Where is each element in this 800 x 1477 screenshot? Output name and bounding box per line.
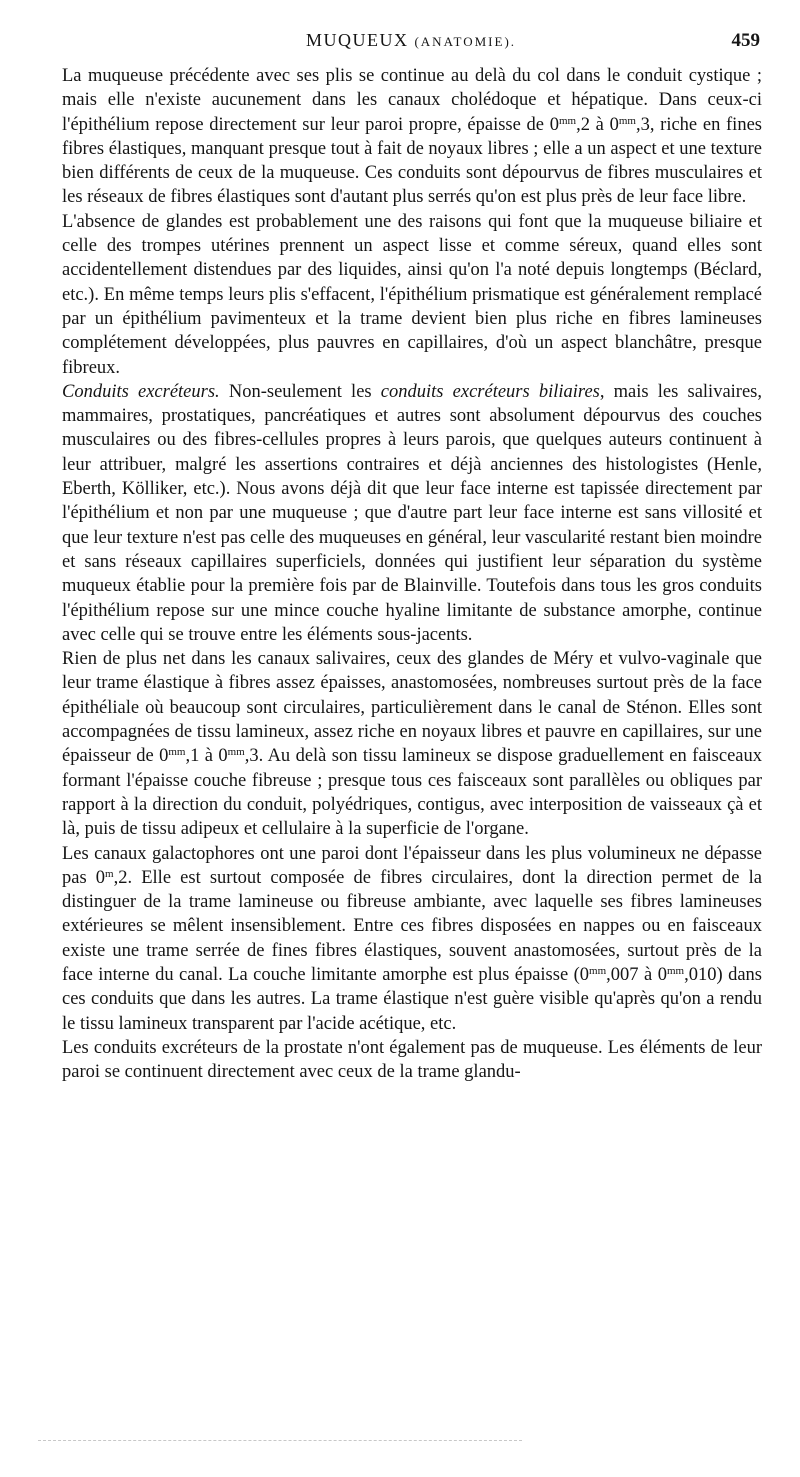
- header-title: MUQUEUX: [305, 30, 409, 50]
- running-header: [62, 30, 760, 56]
- paragraph-2: L'absence de glandes est probablement une des raisons qui font que la muqueuse biliaire et celle des trompes utérines prennent un aspect lisse et comme séreux, quand elles sont accidentellement distendues par des liquides, ainsi qu'on l'a noté depuis longtemps (Béclard, etc.). En même temps leurs plis s'effacent, l'épithélium prismatique est généralement remplacé par un épithélium pavimenteux et la trame devient bien plus riche en fibres lamineuses complétement développées, plus pauvres en capillaires, d'où un aspect blanchâtre, presque fibreux.: [62, 211, 762, 378]
- section-lead: Conduits excréteurs.: [62, 381, 220, 402]
- header-subtitle: (ANATOMIE).: [414, 34, 517, 49]
- paragraph-3-text-b: , mais les salivaires, mammaires, prostatiques, pancréatiques et autres sont absolument dépourvus des couches musculaires ou des fibres-cellules propres à leurs parois, que quelques auteurs continuent à leur attribuer, malgré les assertions contraires et déjà anciennes des histologistes (Henle, Eberth, Kölliker, etc.). Nous avons déjà dit que leur face interne est tapissée directement par l'épithélium et non par une muqueuse ; que d'autre part leur face interne est sans villosité et que leur texture n'est pas celle des muqueuses en général, leur vascularité restant bien moindre et sans réseaux capillaires superficiels, données qui justifient leur séparation du système muqueux établie pour la première fois par de Blainville. Toutefois dans tous les gros conduits l'épithélium repose sur une mince couche hyaline limitante de substance amorphe, continue avec celle qui se trouve entre les éléments sous-jacents.: [62, 381, 762, 645]
- page-number: 459: [731, 30, 760, 51]
- footer-rule: [38, 1440, 522, 1441]
- body-text: [62, 64, 762, 1084]
- paragraph-3-text-a: Non-seulement les: [219, 381, 381, 402]
- paragraph-6: Les conduits excréteurs de la prostate n'ont également pas de muqueuse. Les éléments de leur paroi se continuent directement avec ceux de la trame glandu-: [62, 1037, 762, 1083]
- running-title: [62, 30, 760, 51]
- paragraph-4: Rien de plus net dans les canaux salivaires, ceux des glandes de Méry et vulvo-vaginale que leur trame élastique à fibres assez épaisses, anastomosées, nombreuses surtout près de la face épithéliale où beaucoup sont circulaires, particulièrement dans le canal de Sténon. Elles sont accompagnées de tissu lamineux, assez riche en noyaux libres et pauvre en capillaires, sur une épaisseur de $0^{mm},1$ à $0^{mm},3$. Au delà son tissu lamineux se dispose graduellement en faisceaux formant l'épaisse couche fibreuse ; presque tous ces faisceaux sont parallèles ou obliques par rapport à la direction du conduit, polyédriques, contigus, avec interposition de vaisseaux çà et là, puis de tissu adipeux et cellulaire à la superficie de l'organe.: [62, 649, 763, 840]
- paragraph-1: La muqueuse précédente avec ses plis se continue au delà du col dans le conduit cystique ; mais elle n'existe aucunement dans les canaux cholédoque et hépatique. Dans ceux-ci l'épithélium repose directement sur leur paroi propre, épaisse de $0^{mm},2$ à $0^{mm},3$, riche en fines fibres élastiques, manquant presque tout à fait de noyaux libres ; elle a un aspect et une texture bien différents de ceux de la muqueuse. Ces conduits sont dépourvus de fibres musculaires et les réseaux de fibres élastiques sont d'autant plus serrés qu'on est plus près de leur face libre.: [62, 66, 762, 208]
- paragraph-5: Les canaux galactophores ont une paroi dont l'épaisseur dans les plus volumineux ne dépasse pas 0$^m$,2. Elle est surtout composée de fibres circulaires, dont la direction permet de la distinguer de la trame lamineuse ou fibreuse ambiante, avec laquelle ses fibres lamineuses extérieures se mêlent insensiblement. Entre ces fibres disposées en nappes ou en faisceaux existe une trame serrée de fines fibres élastiques, souvent anastomosées, surtout près de la face interne du canal. La couche limitante amorphe est plus épaisse ($0^{mm},007$ à $0^{mm},010$) dans ces conduits que dans les autres. La trame élastique n'est guère visible qu'après qu'on a rendu le tissu lamineux transparent par l'acide acétique, etc.: [62, 843, 762, 1034]
- paragraph-3-emphasis: conduits excréteurs biliaires: [380, 381, 600, 402]
- paragraph-3: [62, 380, 762, 647]
